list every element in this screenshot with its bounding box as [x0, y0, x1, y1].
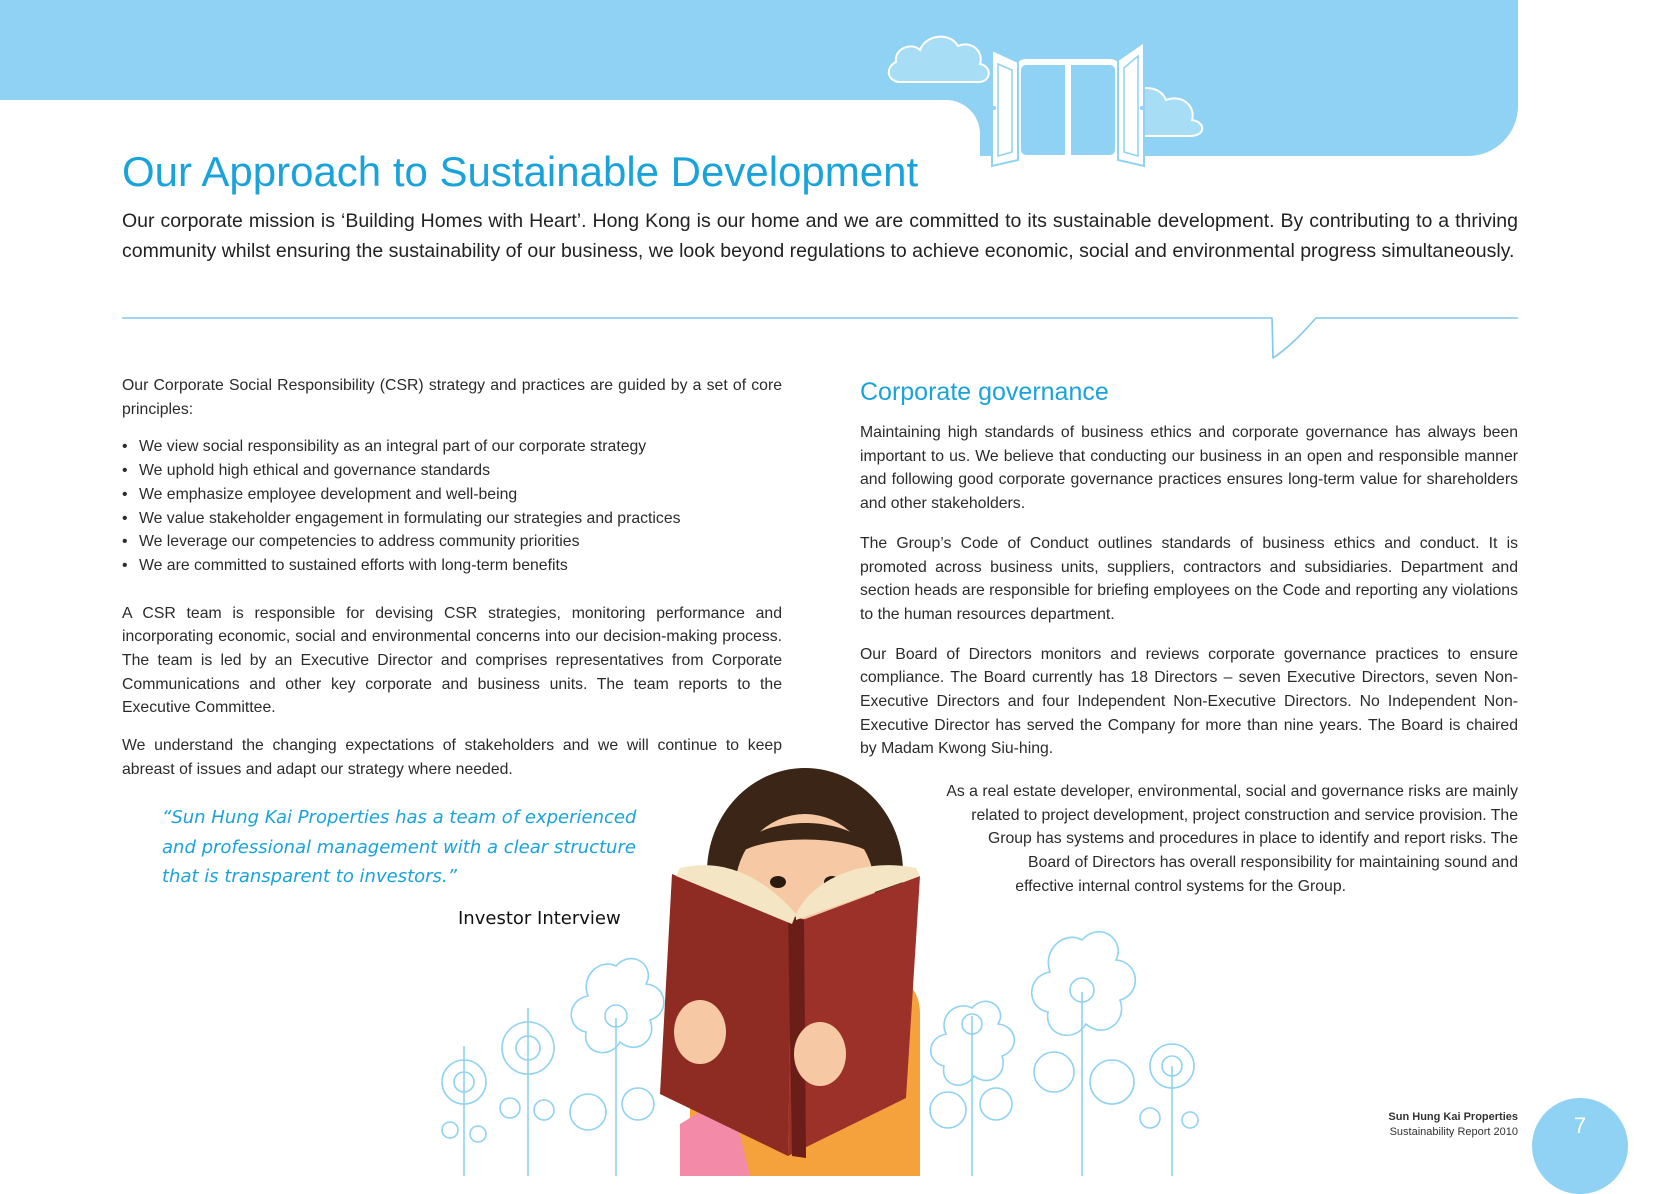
flower-icon	[1032, 932, 1136, 1036]
cloud-left-icon	[889, 37, 989, 82]
page-title: Our Approach to Sustainable Development	[122, 148, 919, 195]
intro-paragraph: Our corporate mission is ‘Building Homes with Heart’. Hong Kong is our home and we are committed to its sustainable development. By contributing to a thriving community whilst ensuring the sustainability of our business, we look beyond regulations to achieve economic, social and environmental progress simultaneously.	[122, 210, 1518, 262]
code-of-conduct-paragraph: The Group’s Code of Conduct outlines standards of business ethics and conduct. It is promoted across business units, suppliers, contractors and subsidiaries. Department and section heads are responsible for briefing employees on the Code and reporting any violations to the human resources department.	[860, 534, 1518, 623]
footer-company: Sun Hung Kai Properties	[1388, 1111, 1518, 1123]
window-illustration	[880, 20, 1240, 170]
section-divider	[120, 312, 1520, 372]
risk-line: effective internal control systems for the Group.	[1015, 877, 1346, 895]
list-item: • We are committed to sustained efforts with long-term benefits	[122, 554, 782, 578]
left-column	[122, 374, 782, 796]
list-item: • We leverage our competencies to address community priorities	[122, 530, 782, 554]
quote-line: and professional management with a clear structure	[162, 836, 636, 858]
quote-line: “Sun Hung Kai Properties has a team of experienced	[162, 807, 637, 828]
list-item: • We value stakeholder engagement in formulating our strategies and practices	[122, 507, 782, 531]
stakeholder-paragraph: We understand the changing expectations of stakeholders and we will continue to keep abreast of issues and adapt our strategy where needed.	[122, 737, 782, 778]
risk-line: As a real estate developer, environmental, social and governance risks are mainly	[946, 783, 1518, 800]
footer-report-name: Sustainability Report 2010	[1389, 1126, 1518, 1138]
open-window-icon	[992, 42, 1144, 166]
governance-heading: Corporate governance	[860, 378, 1109, 406]
quote-line: that is transparent to investors.”	[162, 866, 457, 887]
quote-attribution: Investor Interview	[458, 908, 621, 929]
risk-paragraph	[912, 780, 1518, 899]
principles-list	[122, 435, 782, 577]
list-item: • We emphasize employee development and well-being	[122, 483, 782, 507]
csr-team-paragraph: A CSR team is responsible for devising CSR strategies, monitoring performance and incorporating economic, social and environmental concerns into our decision-making process. The team is led by an Executive Director and comprises representatives from Corporate Communications and other key corporate and business units. The team reports to the Executive Committee.	[122, 604, 782, 717]
board-paragraph: Our Board of Directors monitors and reviews corporate governance practices to ensure compliance. The Board currently has 18 Directors – seven Executive Directors, seven Non-Executive Directors and four Independent Non-Executive Directors. No Independent Non-Executive Director has served the Company for more than nine years. The Board is chaired by Madam Kwong Siu-hing.	[860, 645, 1518, 758]
list-item: • We view social responsibility as an integral part of our corporate strategy	[122, 435, 782, 459]
list-item: • We uphold high ethical and governance standards	[122, 459, 782, 483]
principles-lead: Our Corporate Social Responsibility (CSR) strategy and practices are guided by a set of core principles:	[122, 377, 782, 418]
risk-line: Group has systems and procedures in place to identify and report risks. The	[987, 830, 1518, 848]
risk-line: related to project development, project construction and service provision. The	[971, 806, 1518, 824]
risk-line: Board of Directors has overall responsibility for maintaining sound and	[1028, 854, 1518, 872]
child-reading-illustration	[620, 764, 990, 1176]
page-number: 7	[1573, 1113, 1587, 1138]
governance-paragraph: Maintaining high standards of business ethics and corporate governance has always been important to us. We believe that conducting our business in an open and responsible manner and following good corporate governance practices ensures long-term value for shareholders and other stakeholders.	[860, 424, 1518, 513]
right-column	[860, 373, 1518, 777]
footer	[1388, 1110, 1518, 1140]
